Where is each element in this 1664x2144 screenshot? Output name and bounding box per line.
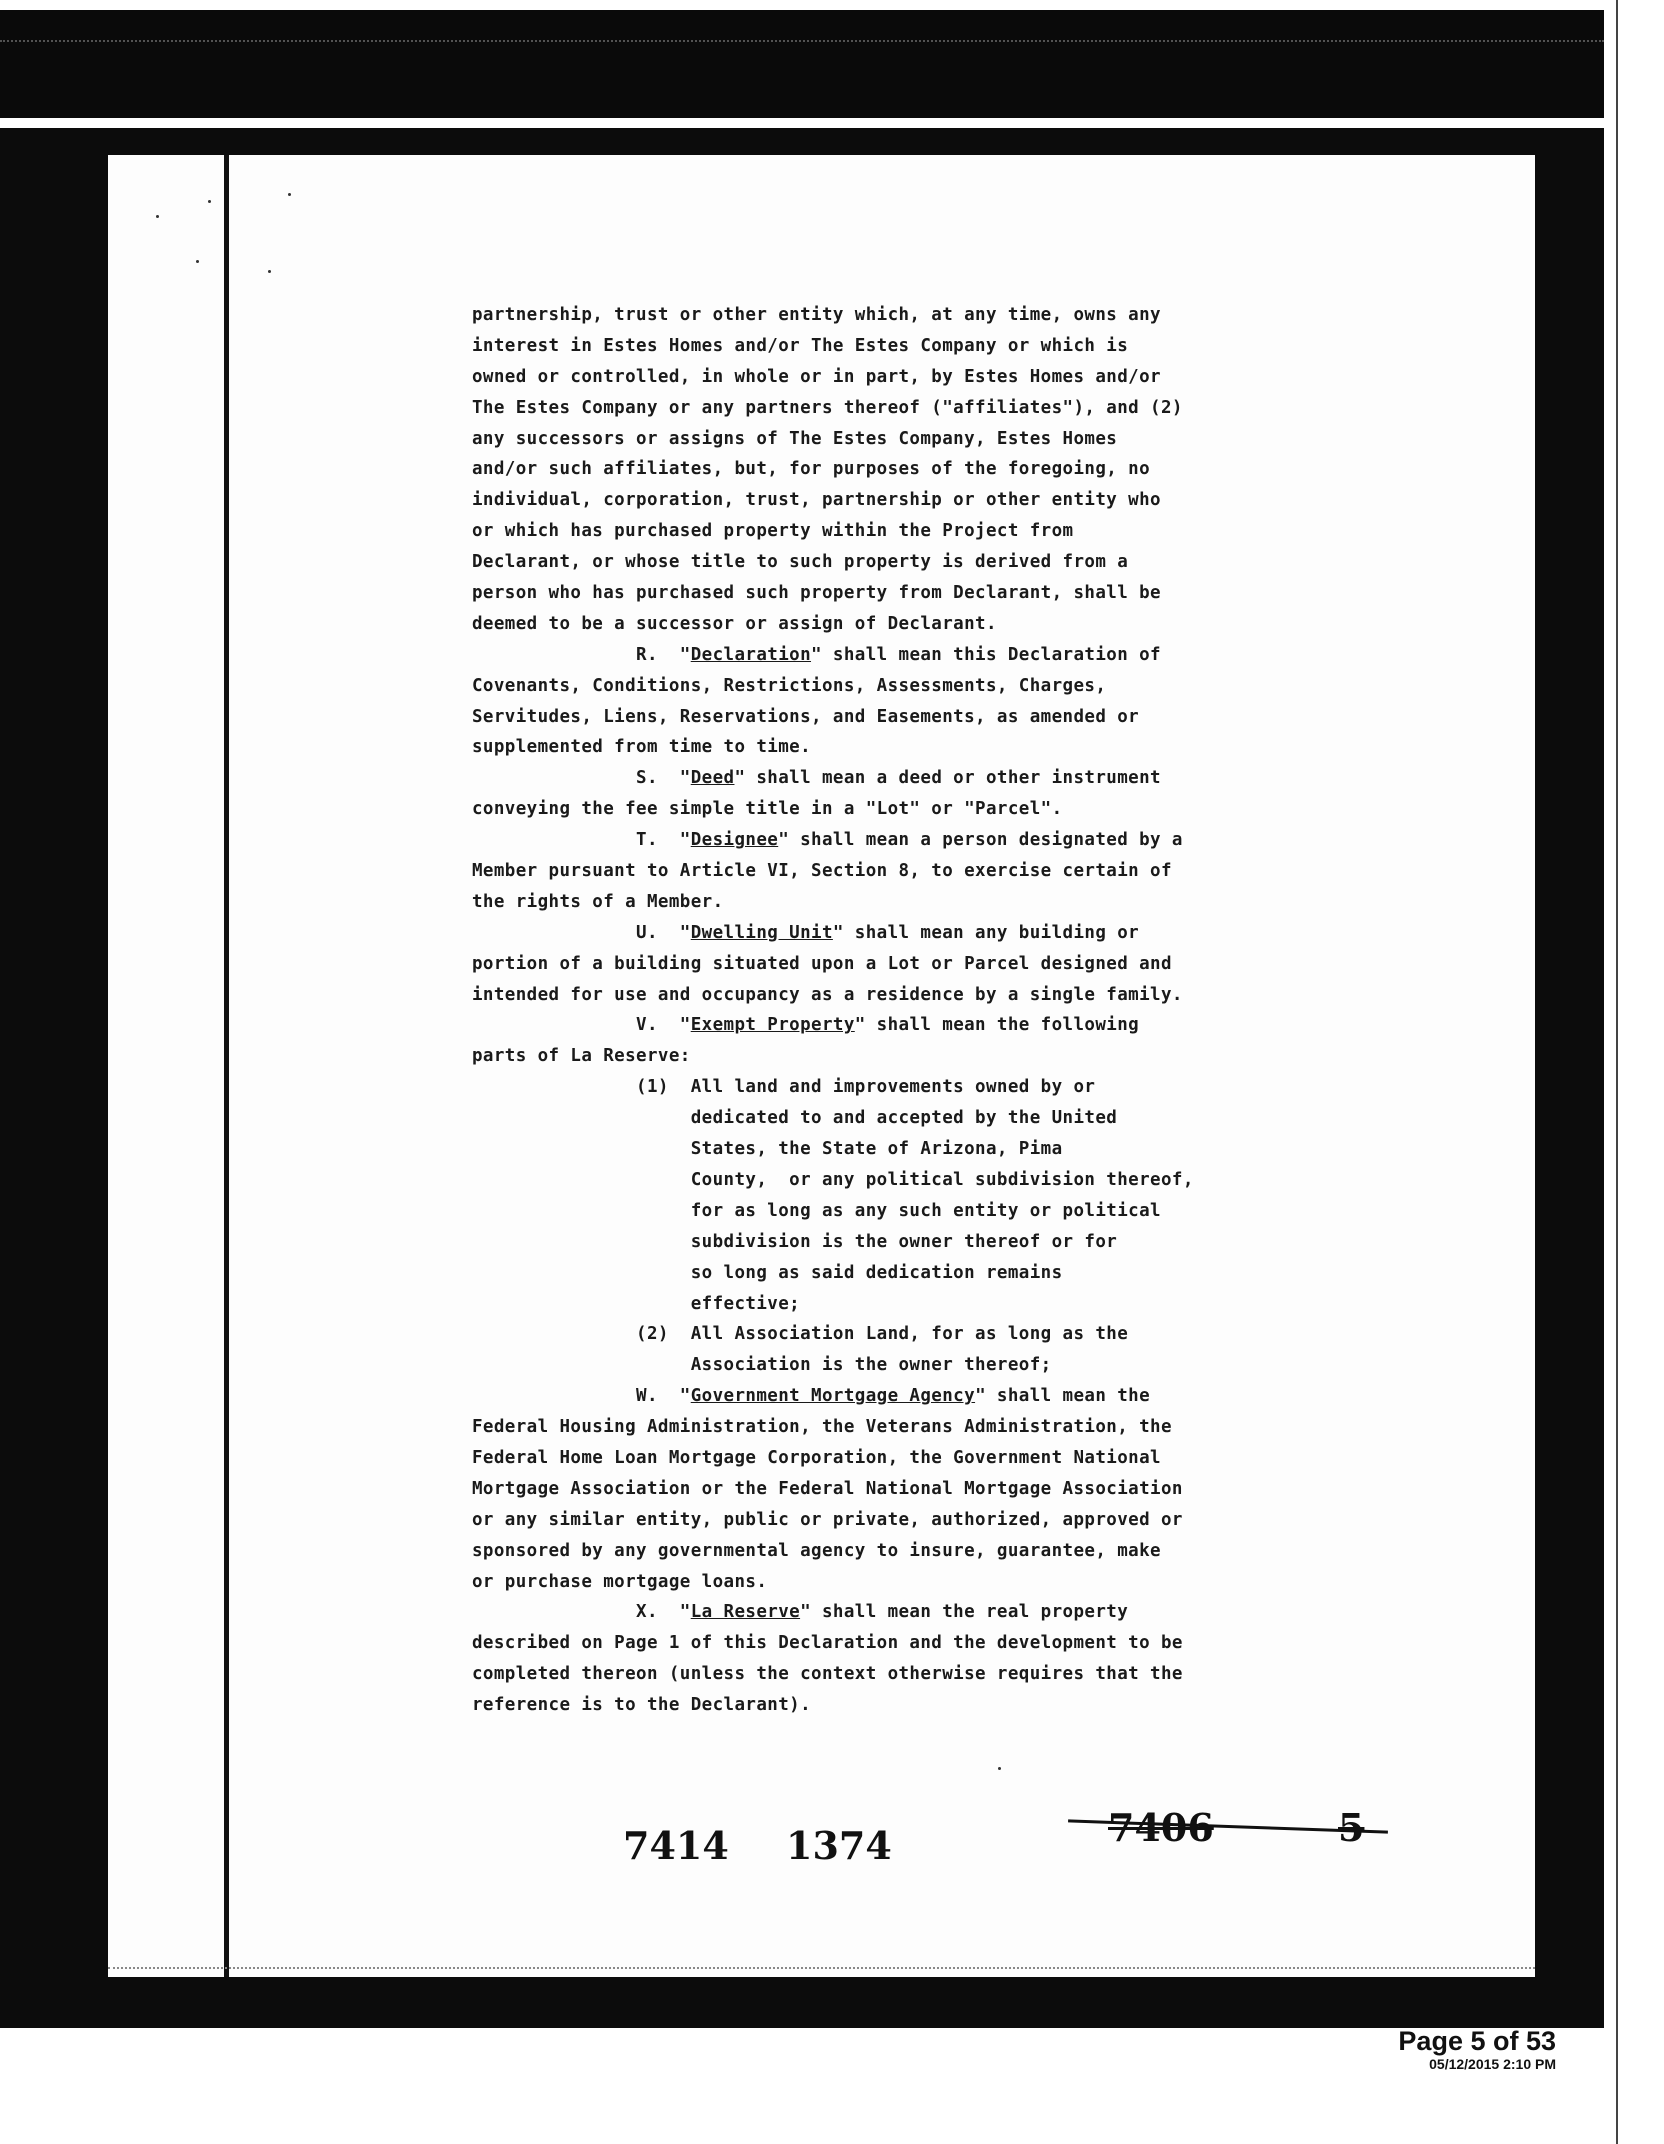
body-line-text: for as long as any such entity or political: [472, 1200, 1161, 1221]
body-line: [472, 702, 1402, 733]
body-line-text: partnership, trust or other entity which, at any time, owns any: [472, 305, 1161, 325]
defined-term: Exempt Property: [690, 1015, 855, 1036]
body-line-text: " shall mean the: [975, 1386, 1151, 1407]
body-line: [472, 1659, 1402, 1690]
defined-term: Designee: [690, 830, 779, 851]
body-line-text: " shall mean this Declaration of: [811, 644, 1161, 665]
body-line: [472, 300, 1402, 331]
body-line-text: " shall mean a person designated by a: [778, 830, 1183, 851]
body-line-text: Federal Home Loan Mortgage Corporation, the Government National: [472, 1447, 1161, 1468]
body-line: [472, 1165, 1402, 1196]
body-line-text: subdivision is the owner thereof or for: [472, 1231, 1118, 1252]
body-line: [472, 1628, 1402, 1659]
struck-book-number: 7406: [1108, 1805, 1214, 1850]
body-line-text: dedicated to and accepted by the United: [472, 1108, 1118, 1129]
body-line: [472, 1690, 1402, 1721]
body-line: [472, 424, 1402, 455]
body-line: [472, 1443, 1402, 1474]
body-line-text: Member pursuant to Article VI, Section 8, to exercise certain of: [472, 861, 1172, 882]
body-line: [472, 949, 1402, 980]
body-line-text: County, or any political subdivision thereof,: [472, 1169, 1194, 1190]
recording-numbers: [508, 1805, 1408, 1868]
body-line-text: parts of La Reserve:: [472, 1046, 691, 1067]
body-line: [472, 825, 1402, 856]
body-line: [472, 331, 1402, 362]
body-line: [472, 980, 1402, 1011]
body-line-text: any successors or assigns of The Estes Company, Estes Homes: [472, 428, 1118, 449]
body-line: [472, 763, 1402, 794]
body-line: [472, 485, 1402, 516]
body-line-text: described on Page 1 of this Declaration and the development to be: [472, 1633, 1183, 1654]
body-line: [472, 1227, 1402, 1258]
body-line-text: R. ": [472, 644, 691, 665]
binding-line: [224, 155, 229, 1977]
body-line: [472, 1474, 1402, 1505]
body-line: [472, 1567, 1402, 1598]
body-line: [472, 1381, 1402, 1412]
scan-noise-line: [0, 40, 1604, 46]
body-line-text: effective;: [472, 1293, 801, 1314]
right-margin-rule: [1616, 0, 1618, 2144]
body-line-text: completed thereon (unless the context otherwise requires that the: [472, 1664, 1183, 1685]
body-line: [472, 887, 1402, 918]
body-line-text: individual, corporation, trust, partnership or other entity who: [472, 490, 1161, 511]
defined-term: Declaration: [690, 644, 812, 665]
body-line: [472, 1505, 1402, 1536]
page-number: 1374: [786, 1823, 892, 1868]
body-line-text: sponsored by any governmental agency to insure, guarantee, make: [472, 1540, 1161, 1561]
body-line: [472, 1134, 1402, 1165]
page-indicator: Page 5 of 53: [1398, 2026, 1556, 2056]
body-line: [472, 732, 1402, 763]
scan-speck: [998, 1767, 1001, 1770]
body-line-text: Covenants, Conditions, Restrictions, Assessments, Charges,: [472, 675, 1107, 696]
body-line-text: owned or controlled, in whole or in part, by Estes Homes and/or: [472, 366, 1161, 387]
defined-term: Deed: [690, 768, 735, 789]
body-line: [472, 1041, 1402, 1072]
body-line: [472, 609, 1402, 640]
body-line-text: supplemented from time to time.: [472, 737, 812, 758]
body-line: [472, 1319, 1402, 1350]
body-line-text: or any similar entity, public or private, authorized, approved or: [472, 1509, 1183, 1530]
body-line-text: Servitudes, Liens, Reservations, and Easements, as amended or: [472, 706, 1140, 727]
body-line: [472, 671, 1402, 702]
body-line-text: Federal Housing Administration, the Veterans Administration, the: [472, 1417, 1172, 1438]
body-line: [472, 454, 1402, 485]
body-line: [472, 1103, 1402, 1134]
body-line-text: S. ": [472, 768, 691, 789]
body-line: [472, 1010, 1402, 1041]
body-line-text: " shall mean any building or: [832, 922, 1140, 943]
scan-speck: [156, 215, 159, 218]
body-line: [472, 1196, 1402, 1227]
body-line: [472, 1072, 1402, 1103]
body-line-text: interest in Estes Homes and/or The Estes Company or which is: [472, 335, 1129, 356]
body-line-text: W. ": [472, 1386, 691, 1407]
body-line: [472, 918, 1402, 949]
body-line-text: " shall mean the following: [854, 1015, 1140, 1036]
body-line-text: so long as said dedication remains: [472, 1262, 1063, 1283]
scan-speck: [268, 270, 271, 273]
body-line: [472, 1412, 1402, 1443]
body-line: [472, 1258, 1402, 1289]
body-line: [472, 578, 1402, 609]
body-line: [472, 640, 1402, 671]
body-line-text: States, the State of Arizona, Pima: [472, 1139, 1063, 1160]
scan-speck: [208, 200, 211, 203]
body-line-text: (2) All Association Land, for as long as the: [472, 1324, 1129, 1345]
body-line: [472, 1289, 1402, 1320]
print-timestamp: 05/12/2015 2:10 PM: [1429, 2056, 1556, 2072]
body-line-text: " shall mean a deed or other instrument: [734, 768, 1161, 789]
body-line-text: or purchase mortgage loans.: [472, 1571, 768, 1592]
body-line-text: reference is to the Declarant).: [472, 1695, 812, 1716]
defined-term: Government Mortgage Agency: [690, 1386, 976, 1407]
body-line-text: T. ": [472, 830, 691, 851]
page-footer: [1398, 2026, 1556, 2072]
defined-term: Dwelling Unit: [690, 922, 833, 943]
body-line-text: and/or such affiliates, but, for purposes of the foregoing, no: [472, 459, 1151, 480]
body-line-text: person who has purchased such property from Declarant, shall be: [472, 583, 1161, 604]
body-line-text: (1) All land and improvements owned by or: [472, 1077, 1096, 1098]
body-line: [472, 547, 1402, 578]
body-line: [472, 1597, 1402, 1628]
struck-page-number: 5: [1338, 1805, 1365, 1850]
body-line-text: intended for use and occupancy as a residence by a single family.: [472, 984, 1183, 1005]
body-line-text: X. ": [472, 1602, 691, 1623]
body-line-text: " shall mean the real property: [800, 1602, 1129, 1623]
body-line-text: conveying the fee simple title in a "Lot" or "Parcel".: [472, 799, 1063, 820]
scan-speck: [288, 193, 291, 196]
body-line-text: Declarant, or whose title to such property is derived from a: [472, 552, 1129, 573]
body-line: [472, 856, 1402, 887]
book-number: 7414: [623, 1823, 729, 1868]
body-line: [472, 1350, 1402, 1381]
body-line-text: deemed to be a successor or assign of Declarant.: [472, 613, 997, 634]
scanner-top-band: [0, 10, 1604, 118]
body-line-text: or which has purchased property within the Project from: [472, 521, 1074, 542]
page-bottom-edge: [108, 1967, 1535, 1971]
body-line-text: U. ": [472, 922, 691, 943]
body-line-text: portion of a building situated upon a Lot or Parcel designed and: [472, 953, 1172, 974]
body-line-text: Association is the owner thereof;: [472, 1355, 1052, 1376]
body-line: [472, 516, 1402, 547]
body-line: [472, 393, 1402, 424]
document-body: [472, 300, 1402, 1721]
body-line-text: V. ": [472, 1015, 691, 1036]
body-line-text: The Estes Company or any partners thereof ("affiliates"), and (2): [472, 397, 1183, 418]
body-line: [472, 794, 1402, 825]
defined-term: La Reserve: [690, 1602, 801, 1623]
body-line-text: Mortgage Association or the Federal National Mortgage Association: [472, 1478, 1183, 1499]
body-line-text: the rights of a Member.: [472, 891, 724, 912]
scan-speck: [196, 260, 199, 263]
body-line: [472, 362, 1402, 393]
body-line: [472, 1536, 1402, 1567]
